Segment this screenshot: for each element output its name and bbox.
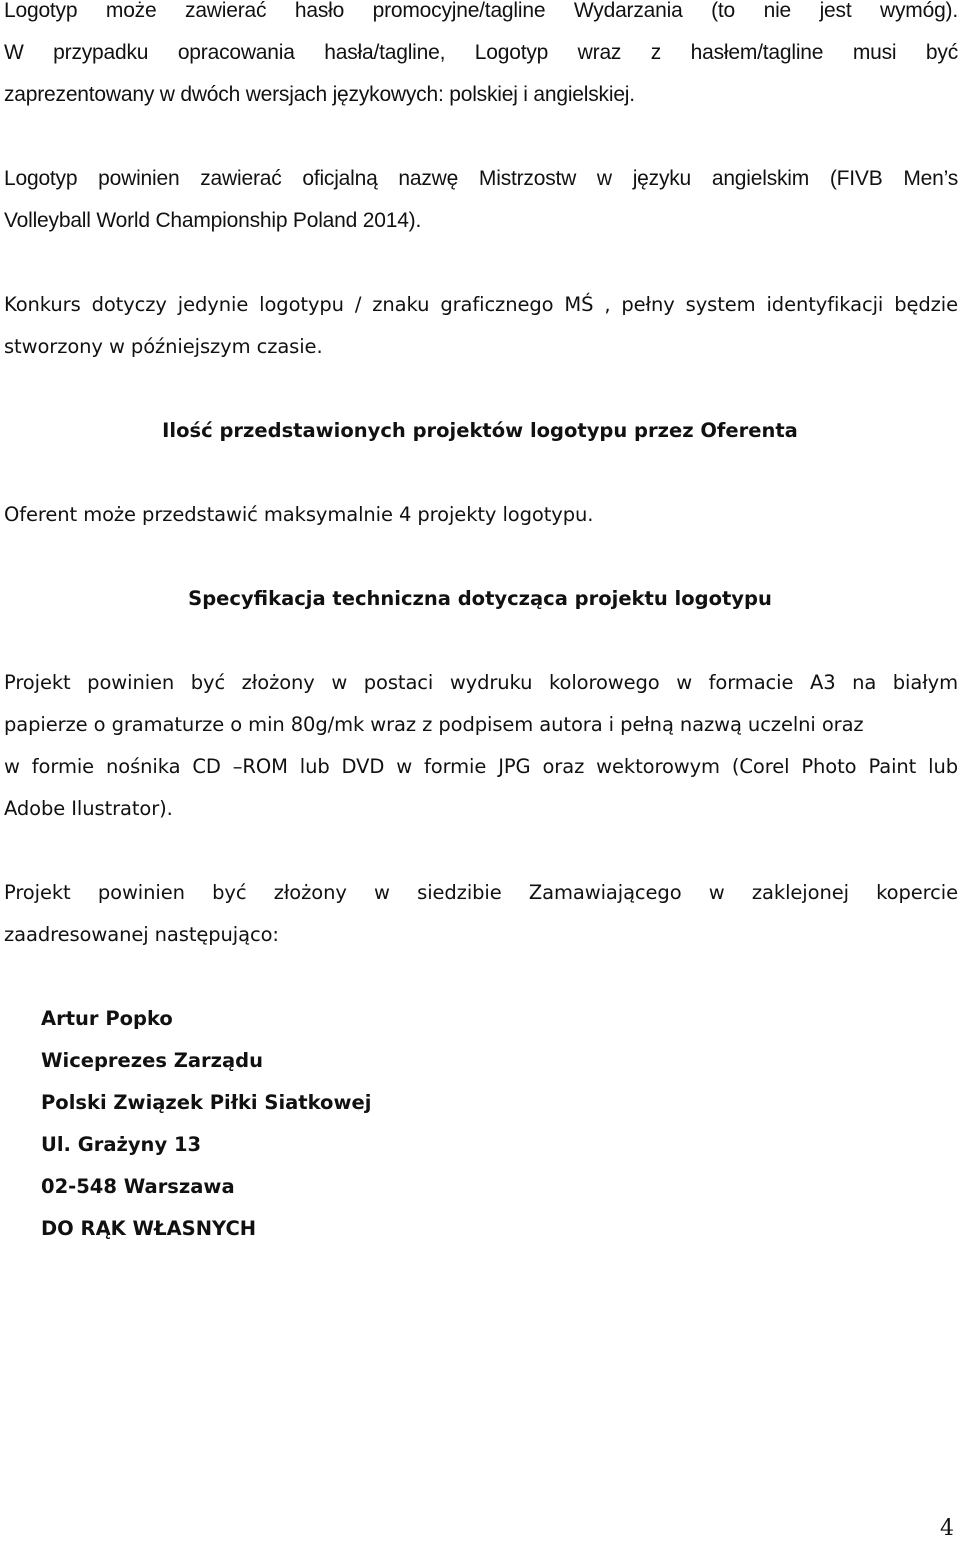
paragraph-line: zaprezentowany w dwóch wersjach językowych: polskiej i angielskiej.	[4, 83, 635, 106]
paragraph-line: Projekt powinien być złożony w siedzibie Zamawiającego w zaklejonej kopercie	[4, 881, 958, 904]
paragraph-official-name	[4, 158, 958, 242]
paragraph-project-count	[4, 494, 958, 536]
address-recipient-title: Wiceprezes Zarządu	[41, 1049, 264, 1072]
page-number: 4	[940, 1516, 954, 1541]
address-recipient-name: Artur Popko	[41, 1007, 173, 1030]
paragraph-line: zaadresowanej następująco:	[4, 923, 279, 946]
mailing-address	[41, 998, 371, 1250]
paragraph-line: stworzony w późniejszym czasie.	[4, 335, 323, 358]
paragraph-line: Konkurs dotyczy jedynie logotypu / znaku graficznego MŚ , pełny system identyfikacji będzie	[4, 293, 958, 316]
paragraph-line: W przypadku opracowania hasła/tagline, Logotyp wraz z hasłem/tagline musi być	[4, 41, 958, 64]
address-city: 02-548 Warszawa	[41, 1175, 235, 1198]
paragraph-contest-scope	[4, 284, 958, 368]
paragraph-submission	[4, 872, 958, 956]
paragraph-line: Logotyp powinien zawierać oficjalną nazwę Mistrzostw w języku angielskim (FIVB Men’s	[4, 167, 958, 190]
address-note: DO RĄK WŁASNYCH	[41, 1217, 257, 1240]
address-street: Ul. Grażyny 13	[41, 1133, 202, 1156]
paragraph-line: w formie nośnika CD –ROM lub DVD w formie JPG oraz wektorowym (Corel Photo Paint lub	[4, 755, 958, 778]
paragraph-line: Volleyball World Championship Poland 2014).	[4, 209, 422, 232]
section-heading-project-count: Ilość przedstawionych projektów logotypu przez Oferenta	[162, 419, 798, 442]
section-heading-technical-spec: Specyfikacja techniczna dotycząca projektu logotypu	[188, 587, 772, 610]
paragraph-line: Logotyp może zawierać hasło promocyjne/tagline Wydarzania (to nie jest wymóg).	[4, 0, 958, 22]
paragraph-line: Projekt powinien być złożony w postaci wydruku kolorowego w formacie A3 na białym	[4, 671, 958, 694]
paragraph-line: Adobe Ilustrator).	[4, 797, 173, 820]
paragraph-line: Oferent może przedstawić maksymalnie 4 projekty logotypu.	[4, 503, 594, 526]
paragraph-line: papierze o gramaturze o min 80g/mk wraz z podpisem autora i pełną nazwą uczelni oraz	[4, 713, 864, 736]
address-organization: Polski Związek Piłki Siatkowej	[41, 1091, 372, 1114]
paragraph-technical-spec	[4, 662, 958, 830]
paragraph-tagline	[4, 0, 958, 116]
